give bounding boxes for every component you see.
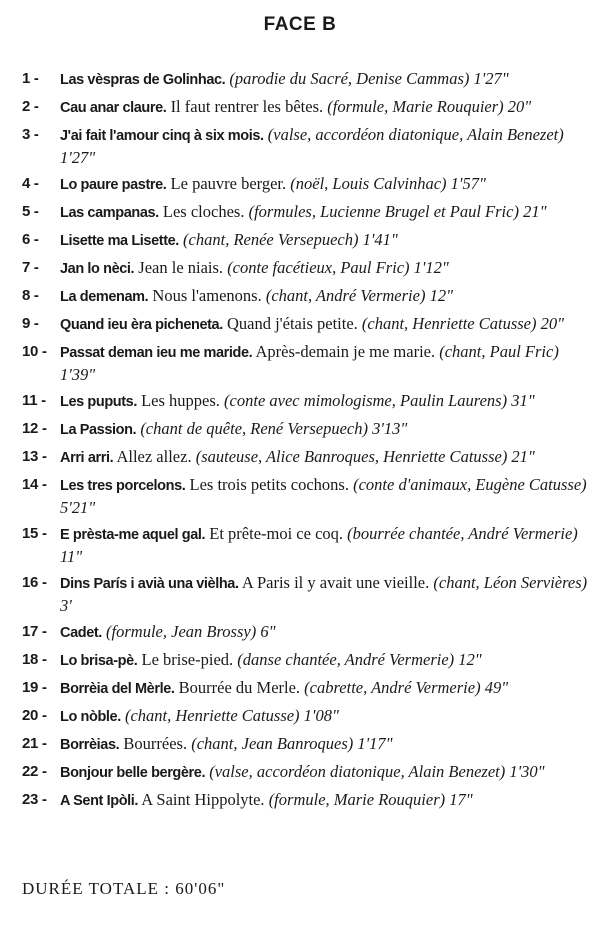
track-translation: Après-demain je me marie. <box>255 342 436 361</box>
track-item <box>22 649 590 672</box>
track-title: La demenam. <box>60 289 149 305</box>
track-item <box>22 572 590 616</box>
track-credit: (valse, accordéon diatonique, Alain Benezet) 1'30" <box>209 762 545 781</box>
track-credit: (formules, Lucienne Brugel et Paul Fric) 21" <box>248 202 547 221</box>
track-translation: Les huppes. <box>141 391 220 410</box>
track-item <box>22 789 590 812</box>
track-translation: Les cloches. <box>162 202 245 221</box>
track-title: Bonjour belle bergère. <box>60 765 206 781</box>
track-number: 1 - <box>22 70 39 87</box>
page-title: FACE B <box>263 14 337 35</box>
track-item <box>22 761 590 784</box>
track-item <box>22 68 590 91</box>
track-credit: (noël, Louis Calvinhac) 1'57" <box>290 174 486 193</box>
track-credit: (valse, accordéon diatonique, Alain Benezet) 1'27" <box>60 125 564 167</box>
track-title: Lo brisa-pè. <box>60 653 138 669</box>
track-title: Las vèspras de Golinhac. <box>60 72 226 88</box>
track-item <box>22 446 590 469</box>
track-number: 20 - <box>22 707 47 724</box>
track-credit: (conte facétieux, Paul Fric) 1'12" <box>227 258 449 277</box>
track-credit: (sauteuse, Alice Banroques, Henriette Catusse) 21" <box>195 447 535 466</box>
track-translation: Le brise-pied. <box>141 650 234 669</box>
track-credit: (chant, Paul Fric) 1'39" <box>60 342 559 384</box>
track-item <box>22 229 590 252</box>
track-title: Quand ieu èra picheneta. <box>60 317 223 333</box>
track-credit: (formule, Marie Rouquier) 17" <box>268 790 473 809</box>
track-translation: Les trois petits cochons. <box>189 475 349 494</box>
track-credit: (conte avec mimologisme, Paulin Laurens) 31" <box>224 391 535 410</box>
track-item <box>22 705 590 728</box>
track-number: 5 - <box>22 203 39 220</box>
track-item <box>22 474 590 518</box>
track-translation: A Paris il y avait une vieille. <box>241 573 430 592</box>
track-number: 23 - <box>22 791 47 808</box>
track-title: Les tres porcelons. <box>60 478 186 494</box>
track-title: Lo paure pastre. <box>60 177 167 193</box>
track-list <box>22 68 590 817</box>
track-credit: (chant, Henriette Catusse) 20" <box>361 314 565 333</box>
track-item <box>22 173 590 196</box>
track-title: Cadet. <box>60 625 102 641</box>
track-number: 9 - <box>22 315 39 332</box>
track-credit: (cabrette, André Vermerie) 49" <box>304 678 509 697</box>
track-title: Lo nòble. <box>60 709 121 725</box>
track-translation: Bourrée du Merle. <box>178 678 301 697</box>
track-credit: (chant, Renée Versepuech) 1'41" <box>183 230 398 249</box>
track-item <box>22 390 590 413</box>
track-title: Arri arri. <box>60 450 114 466</box>
track-title: Passat deman ieu me maride. <box>60 345 253 361</box>
track-number: 8 - <box>22 287 39 304</box>
track-translation: Quand j'étais petite. <box>226 314 358 333</box>
track-credit: (formule, Marie Rouquier) 20" <box>327 97 532 116</box>
track-item <box>22 96 590 119</box>
track-title: Cau anar claure. <box>60 100 167 116</box>
track-number: 12 - <box>22 420 47 437</box>
track-translation: Nous l'amenons. <box>152 286 262 305</box>
track-credit: (chant, André Vermerie) 12" <box>265 286 453 305</box>
track-number: 17 - <box>22 623 47 640</box>
total-duration: DURÉE TOTALE : 60'06" <box>22 879 226 898</box>
track-title: La Passion. <box>60 422 137 438</box>
track-number: 6 - <box>22 231 39 248</box>
track-number: 13 - <box>22 448 47 465</box>
track-item <box>22 418 590 441</box>
track-item <box>22 124 590 168</box>
track-number: 10 - <box>22 343 47 360</box>
track-item <box>22 621 590 644</box>
track-item <box>22 733 590 756</box>
track-translation: Allez allez. <box>116 447 192 466</box>
track-title: Las campanas. <box>60 205 159 221</box>
track-credit: (danse chantée, André Vermerie) 12" <box>237 650 482 669</box>
track-number: 22 - <box>22 763 47 780</box>
track-title: Lisette ma Lisette. <box>60 233 179 249</box>
track-credit: (chant, Henriette Catusse) 1'08" <box>124 706 339 725</box>
track-item <box>22 523 590 567</box>
track-number: 21 - <box>22 735 47 752</box>
track-translation: Bourrées. <box>123 734 188 753</box>
track-number: 3 - <box>22 126 39 143</box>
track-credit: (formule, Jean Brossy) 6" <box>106 622 276 641</box>
track-item <box>22 257 590 280</box>
track-number: 11 - <box>22 392 46 409</box>
track-title: A Sent Ipòli. <box>60 793 139 809</box>
track-title: E prèsta-me aquel gal. <box>60 527 206 543</box>
track-item <box>22 677 590 700</box>
track-credit: (parodie du Sacré, Denise Cammas) 1'27" <box>229 69 509 88</box>
track-number: 14 - <box>22 476 47 493</box>
track-translation: A Saint Hippolyte. <box>141 790 265 809</box>
track-translation: Et prête-moi ce coq. <box>209 524 344 543</box>
track-item <box>22 285 590 308</box>
track-credit: (chant de quête, René Versepuech) 3'13" <box>140 419 408 438</box>
track-item <box>22 341 590 385</box>
track-number: 16 - <box>22 574 47 591</box>
track-title: Jan lo nèci. <box>60 261 135 277</box>
track-credit: (conte d'animaux, Eugène Catusse) 5'21" <box>60 475 587 517</box>
track-title: Les puputs. <box>60 394 137 410</box>
track-translation: Jean le niais. <box>138 258 224 277</box>
track-translation: Il faut rentrer les bêtes. <box>170 97 324 116</box>
track-title: Borrèia del Mèrle. <box>60 681 175 697</box>
track-number: 19 - <box>22 679 47 696</box>
track-number: 2 - <box>22 98 39 115</box>
track-number: 4 - <box>22 175 39 192</box>
track-number: 7 - <box>22 259 39 276</box>
track-title: Borrèias. <box>60 737 120 753</box>
track-credit: (chant, Jean Banroques) 1'17" <box>191 734 393 753</box>
track-title: J'ai fait l'amour cinq à six mois. <box>60 128 264 144</box>
track-number: 18 - <box>22 651 47 668</box>
track-item <box>22 313 590 336</box>
track-translation: Le pauvre berger. <box>170 174 287 193</box>
track-number: 15 - <box>22 525 47 542</box>
track-item <box>22 201 590 224</box>
track-title: Dins París i avià una vièlha. <box>60 576 239 592</box>
track-credit: (bourrée chantée, André Vermerie) 11" <box>60 524 578 566</box>
track-credit: (chant, Léon Servières) 3' <box>60 573 588 615</box>
